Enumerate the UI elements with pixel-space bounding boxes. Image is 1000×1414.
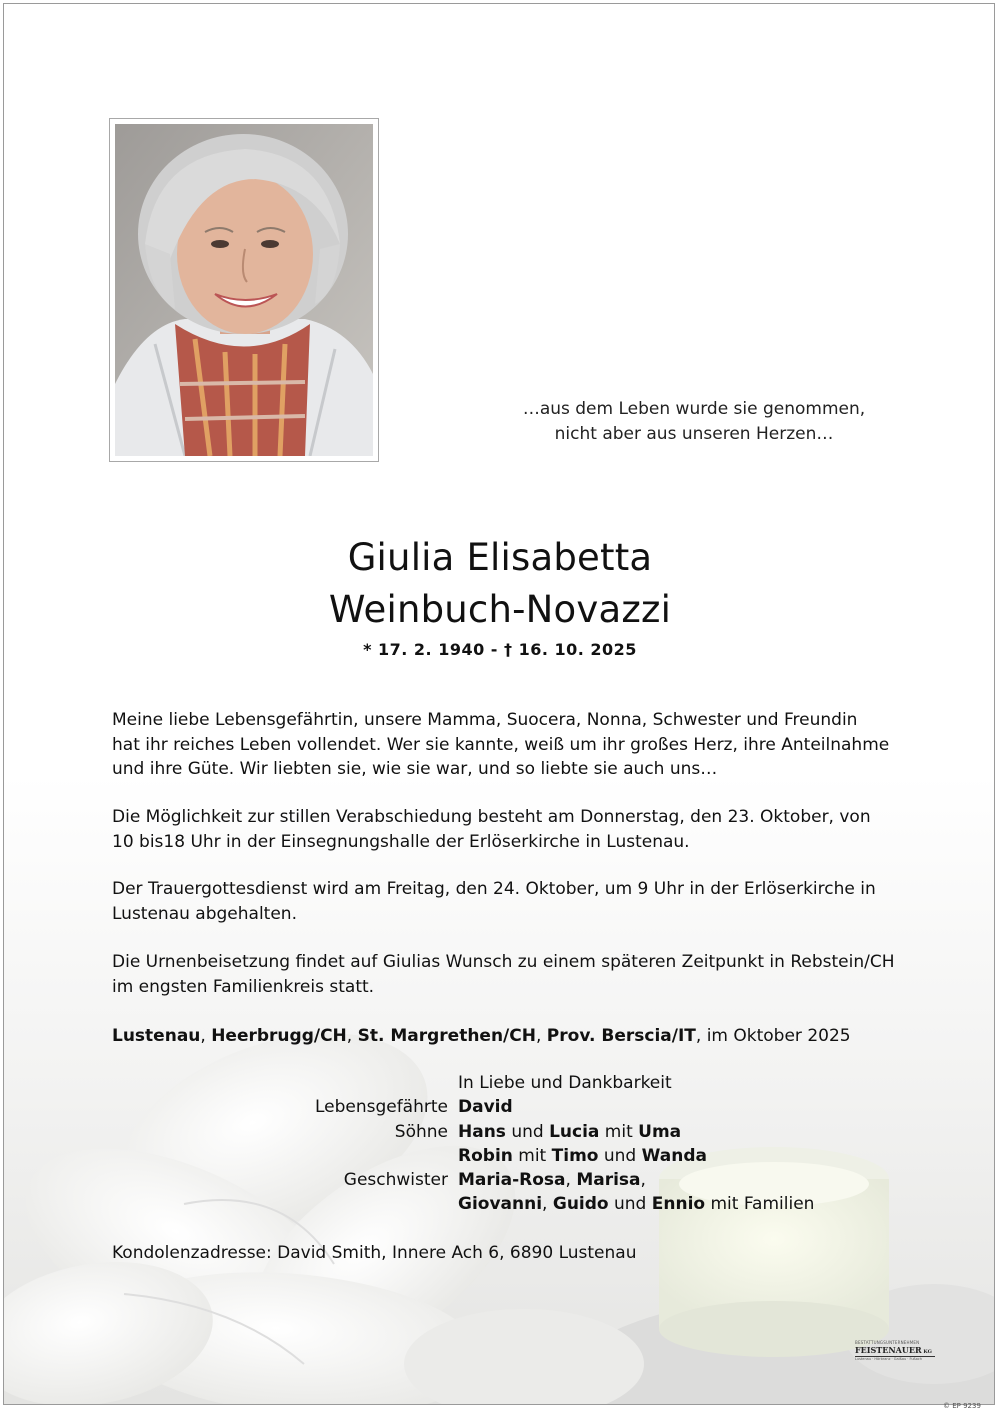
text-line: Die Möglichkeit zur stillen Verabschiedung besteht am Donnerstag, den 23. Oktober, von — [112, 807, 871, 827]
text-line: Die Urnenbeisetzung findet auf Giulias Wunsch zu einem späteren Zeitpunkt in Rebstein/CH — [112, 952, 895, 972]
partner-label: Lebensgefährte — [314, 1097, 448, 1118]
text-line: Lustenau abgehalten. — [112, 903, 297, 924]
place-lustenau: Lustenau — [112, 1026, 201, 1046]
text-line: im engsten Familienkreis statt. — [112, 976, 375, 997]
separator: , — [535, 1026, 547, 1046]
quote-line-1: …aus dem Leben wurde sie genommen, — [522, 399, 866, 419]
logo-tagline: BESTATTUNGSUNTERNEHMEN — [855, 1340, 920, 1345]
separator: , — [346, 1026, 358, 1046]
separator: , — [200, 1026, 212, 1046]
text-line: und ihre Güte. Wir liebten sie, wie sie war, und so liebte sie auch uns… — [112, 759, 718, 779]
sons-label: Söhne — [394, 1121, 448, 1142]
sons-line-2: Robin mit Timo und Wanda — [458, 1145, 707, 1166]
ep-code: © EP 9239 — [943, 1402, 981, 1410]
places-and-date — [112, 1024, 851, 1048]
sons-line-1: Hans und Lucia mit Uma — [458, 1121, 682, 1142]
mourners-intro-row — [200, 1071, 814, 1095]
siblings-row — [200, 1168, 814, 1192]
paragraph-farewell — [112, 805, 898, 854]
logo-locations: Lustenau · Hörbranz · Gaißau · Fußach — [855, 1357, 923, 1361]
memorial-quote — [484, 397, 904, 447]
text-line: Der Trauergottesdienst wird am Freitag, den 24. Oktober, um 9 Uhr in der Erlöserkirche in — [112, 879, 876, 899]
text-line: 10 bis18 Uhr in der Einsegnungshalle der Erlöserkirche in Lustenau. — [112, 831, 690, 852]
partner-name: David — [458, 1097, 513, 1118]
paragraph-burial — [112, 950, 898, 999]
place-heerbrugg: Heerbrugg/CH — [211, 1026, 347, 1046]
deceased-first-names: Giulia Elisabetta — [347, 536, 653, 579]
siblings-line-1: Maria-Rosa, Marisa, — [458, 1170, 646, 1191]
text-line: Meine liebe Lebensgefährtin, unsere Mamma, Suocera, Nonna, Schwester und Freundin — [112, 710, 858, 730]
place-prov-berscia: Prov. Berscia/IT — [546, 1026, 696, 1046]
funeral-home-logo — [855, 1340, 935, 1361]
sons-row — [200, 1120, 814, 1144]
text-line: hat ihr reiches Leben vollendet. Wer sie kannte, weiß um ihr großes Herz, ihre Anteilnahme — [112, 734, 890, 755]
siblings-label: Geschwister — [343, 1170, 448, 1191]
mourners-intro: In Liebe und Dankbarkeit — [458, 1073, 672, 1093]
siblings-row-2 — [200, 1192, 814, 1216]
logo-name: FEISTENAUER KG — [855, 1345, 935, 1357]
portrait-frame — [109, 118, 379, 462]
quote-line-2: nicht aber aus unseren Herzen… — [554, 424, 834, 444]
paragraph-announcement — [112, 708, 898, 782]
mourners-list — [200, 1071, 814, 1217]
date-suffix: , im Oktober 2025 — [695, 1026, 851, 1046]
deceased-surname: Weinbuch-Novazzi — [328, 588, 672, 631]
sons-row-2 — [200, 1144, 814, 1168]
life-dates: * 17. 2. 1940 - † 16. 10. 2025 — [363, 640, 637, 659]
paragraph-service — [112, 877, 898, 926]
partner-row — [200, 1095, 814, 1119]
place-st-margrethen: St. Margrethen/CH — [357, 1026, 536, 1046]
condolence-address: Kondolenzadresse: David Smith, Innere Ach 6, 6890 Lustenau — [112, 1243, 637, 1263]
portrait-photo — [115, 124, 373, 456]
siblings-line-2: Giovanni, Guido und Ennio mit Familien — [458, 1194, 815, 1215]
